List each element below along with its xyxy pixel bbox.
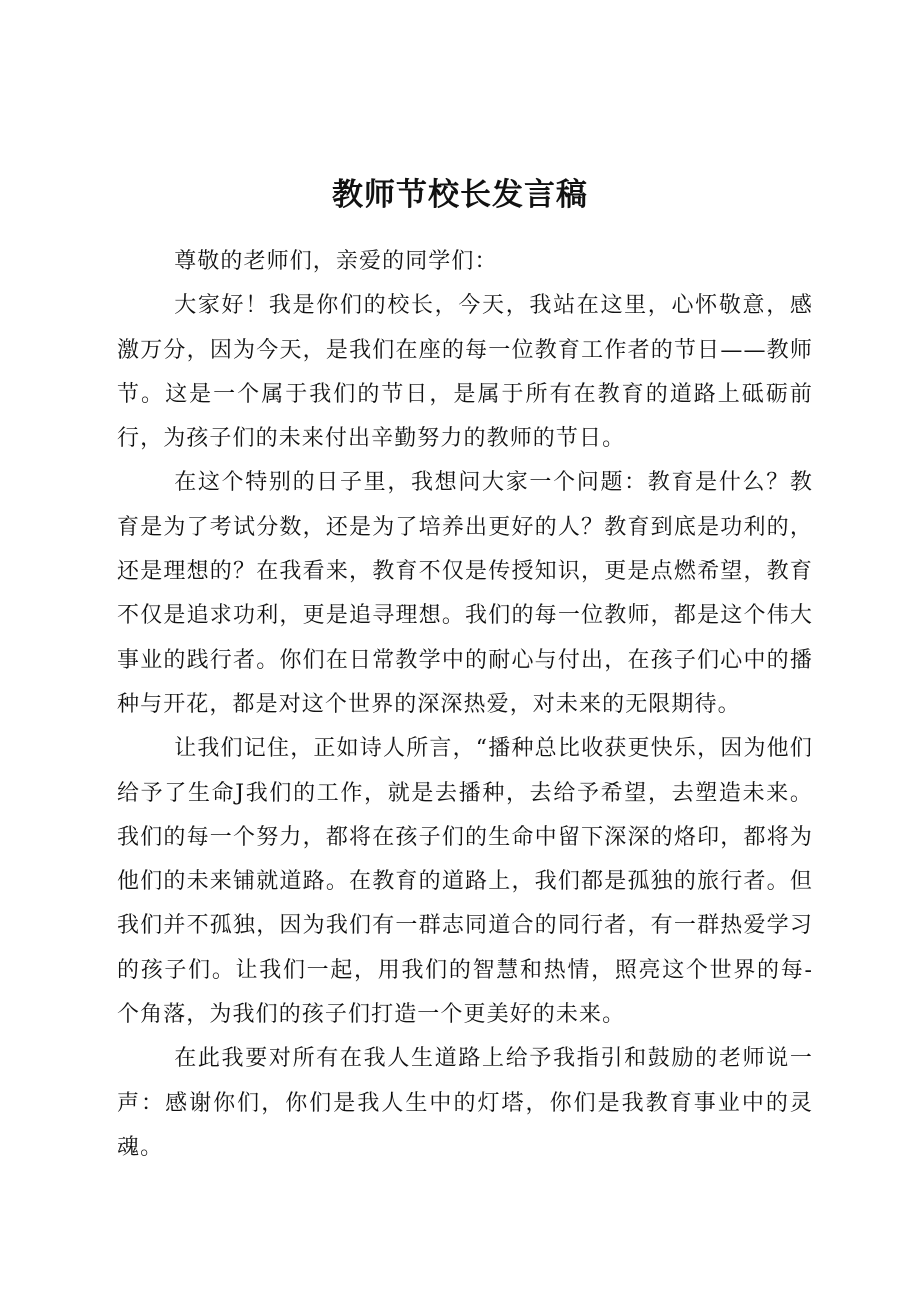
paragraph-remember: 让我们记住，正如诗人所言，“播种总比收获更快乐，因为他们给予了生命J我们的工作，就是去播种，去给予希望，去塑造未来。我们的每一个努力，都将在孩子们的生命中留下深深的烙印，都将为他们的未来铺就道路。在教育的道路上，我们都是孤独的旅行者。但我们并不孤独，因为我们有一群志同道合的同行者，有一群热爱学习的孩子们。让我们一起，用我们的智慧和热情，照亮这个世界的每-个角落，为我们的孩子们打造一个更美好的未来。 [117, 736, 813, 1028]
paragraph-salutation: 尊敬的老师们，亲爱的同学们： [174, 249, 498, 274]
paragraph-question: 在这个特别的日子里，我想问大家一个问题：教育是什么？教育是为了考试分数，还是为了培养出更好的人？教育到底是功利的，还是理想的？在我看来，教育不仅是传授知识，更是点燃希望，教育不仅是追求功利，更是追寻理想。我们的每一位教师，都是这个伟大事业的践行者。你们在日常教学中的耐心与付出，在孩子们心中的播种与开花，都是对这个世界的深深热爱，对未来的无限期待。 [117, 470, 813, 717]
document-body [117, 240, 813, 1170]
document-title: 教师节校长发言稿 [332, 177, 588, 213]
paragraph-thanks: 在此我要对所有在我人生道路上给予我指引和鼓励的老师说一声：感谢你们，你们是我人生中的灯塔，你们是我教育事业中的灵魂。 [117, 1046, 813, 1160]
paragraph-greeting: 大家好！我是你们的校长，今天，我站在这里，心怀敬意，感激万分，因为今天，是我们在座的每一位教育工作者的节日——教师节。这是一个属于我们的节日，是属于所有在教育的道路上砥砺前行，为孩子们的未来付出辛勤努力的教师的节日。 [117, 293, 813, 452]
